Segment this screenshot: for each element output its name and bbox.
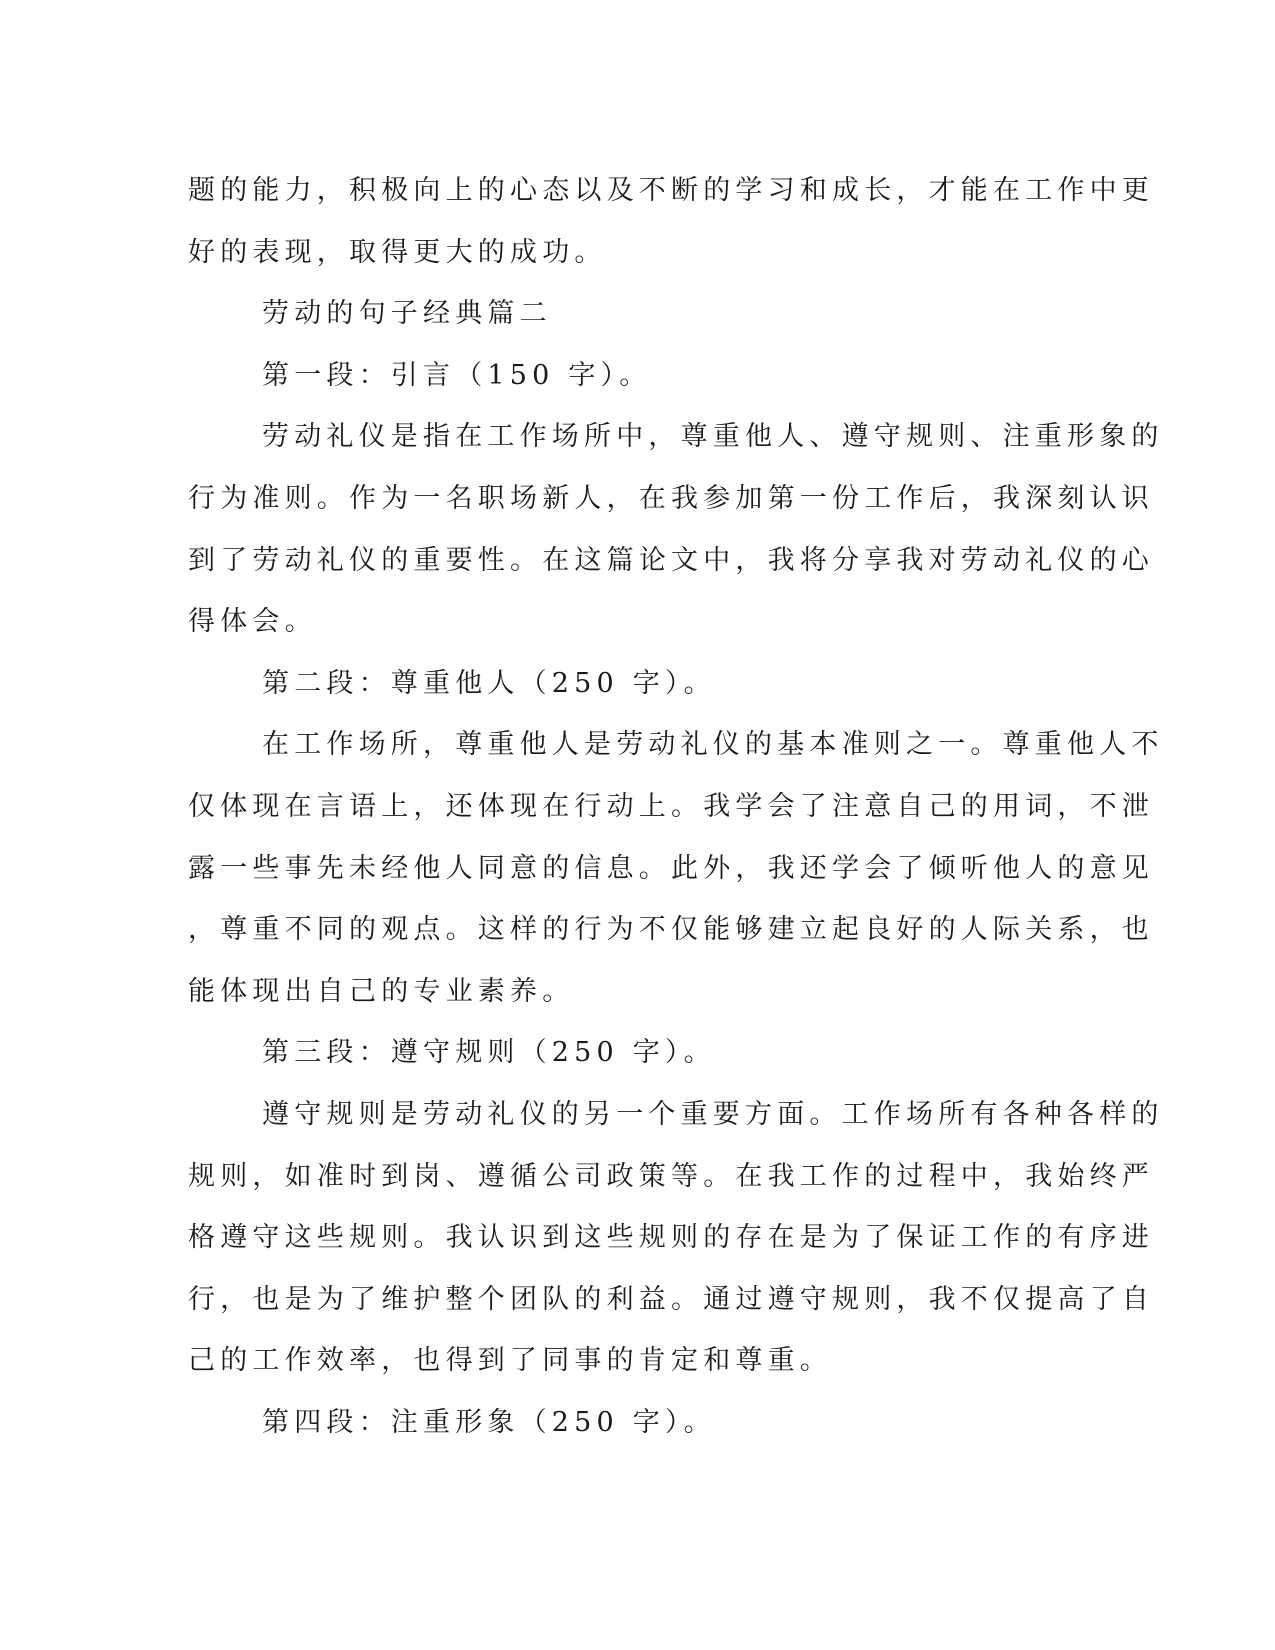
section-title: 劳动的句子经典篇二: [262, 298, 552, 330]
text-line: 遵守规则是劳动礼仪的另一个重要方面。工作场所有各种各样的: [262, 1098, 1164, 1130]
text-line: 劳动礼仪是指在工作场所中，尊重他人、遵守规则、注重形象的: [262, 421, 1164, 453]
text-line: 好的表现，取得更大的成功。: [188, 236, 607, 268]
text-line: 行为准则。作为一名职场新人，在我参加第一份工作后，我深刻认识: [188, 482, 1154, 514]
text-line: 能体现出自己的专业素养。: [188, 975, 575, 1007]
text-line: 仅体现在言语上，还体现在行动上。我学会了注意自己的用词，不泄: [188, 790, 1154, 822]
text-line: 行，也是为了维护整个团队的利益。通过遵守规则，我不仅提高了自: [188, 1283, 1154, 1315]
paragraph-heading: 第二段：尊重他人（250 字）。: [262, 667, 716, 699]
text-line: 题的能力，积极向上的心态以及不断的学习和成长，才能在工作中更: [188, 175, 1154, 206]
text-line: ，尊重不同的观点。这样的行为不仅能够建立起良好的人际关系，也: [188, 914, 1154, 946]
paragraph-heading: 第一段：引言（150 字）。: [262, 359, 652, 391]
text-line: 露一些事先未经他人同意的信息。此外，我还学会了倾听他人的意见: [188, 852, 1154, 884]
text-line: 规则，如准时到岗、遵循公司政策等。在我工作的过程中，我始终严: [188, 1160, 1154, 1192]
text-line: 己的工作效率，也得到了同事的肯定和尊重。: [188, 1345, 832, 1377]
text-line: 到了劳动礼仪的重要性。在这篇论文中，我将分享我对劳动礼仪的心: [188, 544, 1154, 576]
paragraph-heading: 第四段：注重形象（250 字）。: [262, 1406, 716, 1438]
text-line: 在工作场所，尊重他人是劳动礼仪的基本准则之一。尊重他人不: [262, 729, 1164, 761]
paragraph-heading: 第三段：遵守规则（250 字）。: [262, 1037, 716, 1069]
text-line: 得体会。: [188, 606, 317, 638]
document-body: [188, 160, 1164, 1453]
text-line: 格遵守这些规则。我认识到这些规则的存在是为了保证工作的有序进: [188, 1222, 1154, 1254]
